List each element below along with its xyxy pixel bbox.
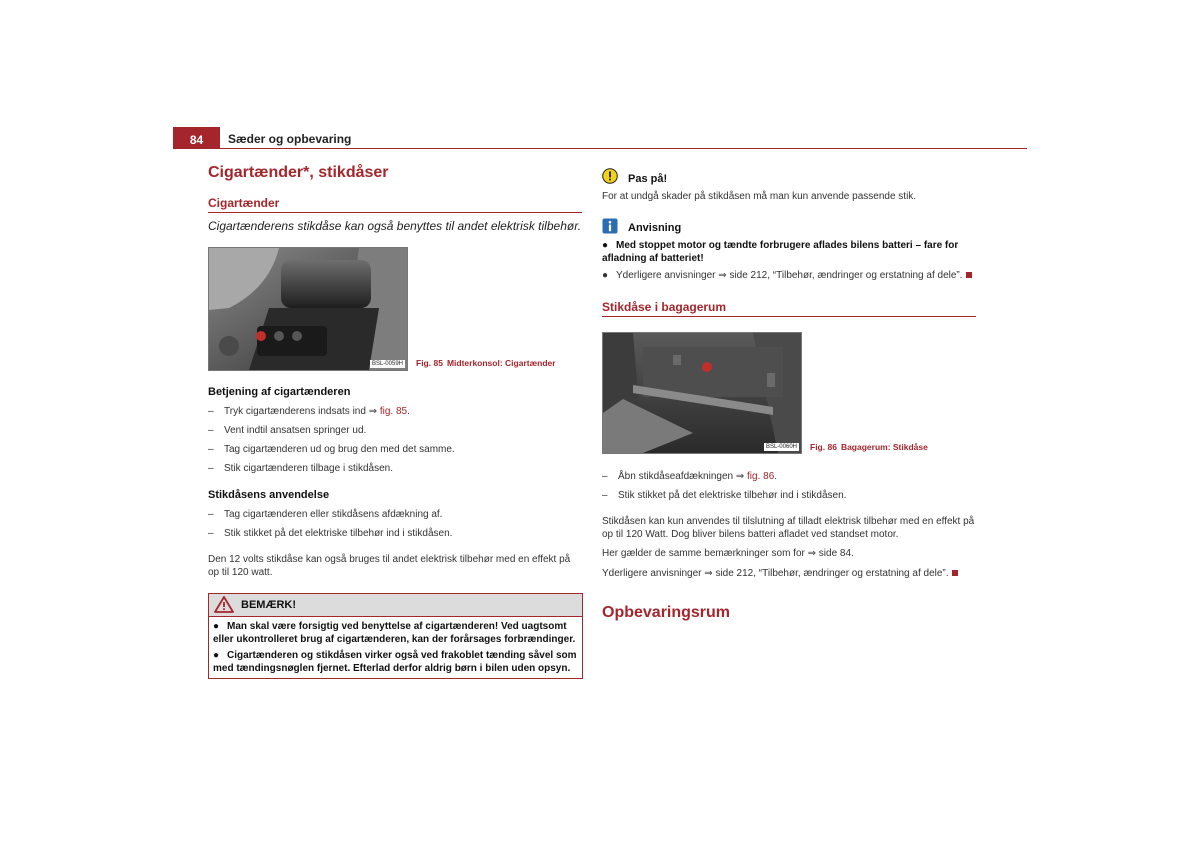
trunk-paragraph-3 [602,567,982,580]
intro-text: Cigartænderens stikdåse kan også benyttes til andet elektrisk tilbehør. [208,219,582,233]
figure-86-link[interactable]: fig. 86 [747,471,775,482]
storage-section-title: Opbevaringsrum [602,604,731,621]
socket-step-1: – Tag cigartænderen eller stikdåsens afdækning af. [208,509,443,520]
section-title: Cigartænder*, stikdåser [208,164,389,181]
socket-heading: Stikdåsens anvendelse [208,489,330,501]
trunk-paragraph-3-text: Yderligere anvisninger ⇒ side 212, “Tilbehør, ændringer og erstatning af dele”. [602,568,949,579]
end-mark [952,570,958,576]
subsection-rule [208,212,582,213]
warning-header [209,594,582,617]
operation-step-4: – Stik cigartænderen tilbage i stikdåsen. [208,463,393,474]
warning-item-text: Man skal være forsigtig ved benyttelse af cigartænderen! Ved uagtsomt eller ukontrolleret brug af cigartænderen, kan der forårsages forbrændinger. [213,621,576,645]
header-rule [173,148,1027,149]
figure-86-tag: BSL-0060H [765,444,797,450]
figure-86-caption [810,442,928,452]
figure-85-title: Midterkonsol: Cigartænder [446,358,556,368]
figure-85-number: Fig. 85 [416,358,443,368]
operation-step-2: – Vent indtil ansatsen springer ud. [208,425,367,436]
warning-body [209,617,582,681]
warning-triangle-icon [214,596,234,618]
warning-title: BEMÆRK! [241,599,296,611]
xref-arrow: ⇒ [368,406,378,417]
socket-step-2: – Stik stikket på det elektriske tilbehør ind i stikdåsen. [208,528,453,539]
info-icon [602,218,618,239]
chapter-title: Sæder og opbevaring [228,132,352,146]
note-bold-item: ● Med stoppet motor og tændte forbrugere aflades bilens batteri – fare for afladning af batteriet! [602,240,959,264]
operation-step-1: – Tryk cigartænderens indsats ind ⇒ fig. 85. [208,406,410,417]
figure-85-image [208,247,408,371]
figure-85-link[interactable]: fig. 85 [379,406,408,417]
figure-85-tag: BSL-0059H [371,361,403,367]
trunk-paragraph-2: Her gælder de samme bemærkninger som for ⇒ side 84. [602,548,854,559]
xref-arrow: ⇒ [735,471,745,482]
note-bold-text: Med stoppet motor og tændte forbrugere aflades bilens batteri – fare for afladning af batteriet! [602,240,959,264]
note-item-text: Yderligere anvisninger ⇒ side 212, “Tilbehør, ændringer og erstatning af dele”. [616,270,963,281]
step-text: Åbn stikdåseafdækningen [618,471,734,482]
trunk-subsection-rule [602,316,976,317]
page-number: 84 [173,127,220,149]
figure-86-number: Fig. 86 [810,442,837,452]
caution-text: For at undgå skader på stikdåsen må man kun anvende passende stik. [602,191,917,202]
step-text: Tryk cigartænderens indsats ind [224,406,366,417]
step-text: Stik cigartænderen tilbage i stikdåsen. [224,463,393,474]
end-mark [966,272,972,278]
warning-item-text: Cigartænderen og stikdåsen virker også ved frakoblet tænding såvel som med tændingsnøglen fjernet. Efterlad derfor aldrig børn i bilen uden opsyn. [213,650,577,674]
note-title: Anvisning [628,222,682,234]
step-text: Vent indtil ansatsen springer ud. [224,425,367,436]
trunk-step-2: – Stik stikket på det elektriske tilbehør ind i stikdåsen. [602,490,847,501]
trunk-paragraph-1: Stikdåsen kan kun anvendes til tilslutning af tilladt elektrisk tilbehør med en effekt på op til 120 Watt. Dog bliver bilens batteri afladet ved standset motor. [602,516,975,540]
exclamation-circle-icon [602,168,618,189]
operation-step-3: – Tag cigartænderen ud og brug den med det samme. [208,444,455,455]
warning-item-1: ● Man skal være forsigtig ved benyttelse af cigartænderen! Ved uagtsomt eller ukontrolleret brug af cigartænderen, kan der forårsages forbrændinger. [213,621,576,645]
step-text: Tag cigartænderen ud og brug den med det samme. [224,444,455,455]
warning-box [208,593,583,679]
step-end: . [407,406,410,417]
step-text: Stik stikket på det elektriske tilbehør ind i stikdåsen. [224,528,453,539]
figure-85-caption [416,358,556,368]
socket-paragraph: Den 12 volts stikdåse kan også bruges til andet elektrisk tilbehør med en effekt på op til 120 watt. [208,554,571,578]
step-text: Tag cigartænderen eller stikdåsens afdækning af. [224,509,443,520]
caution-title: Pas på! [628,173,668,185]
subsection-title: Cigartænder [208,196,280,210]
step-end: . [774,471,778,482]
figure-86-title: Bagagerum: Stikdåse [840,442,928,452]
figure-86-image [602,332,802,454]
trunk-subsection-title: Stikdåse i bagagerum [602,300,727,314]
warning-item-2: ● Cigartænderen og stikdåsen virker også ved frakoblet tænding såvel som med tændingsnøglen fjernet. Efterlad derfor aldrig børn i bilen uden opsyn. [213,650,577,674]
trunk-step-1: – Åbn stikdåseafdækningen ⇒ fig. 86. [602,471,778,482]
operation-heading: Betjening af cigartænderen [208,386,351,398]
note-item: ● Yderligere anvisninger ⇒ side 212, “Tilbehør, ændringer og erstatning af dele”. [602,269,982,282]
step-text: Stik stikket på det elektriske tilbehør ind i stikdåsen. [618,490,847,501]
